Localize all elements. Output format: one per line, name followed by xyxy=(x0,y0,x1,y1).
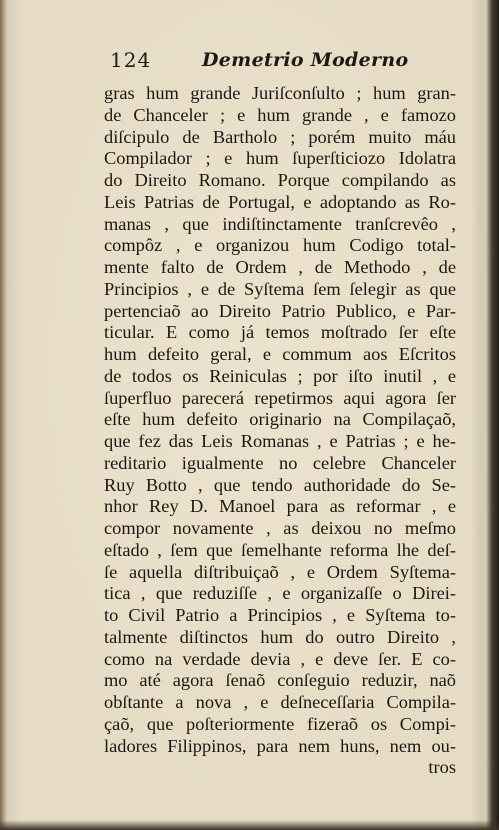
page-gutter-shadow xyxy=(0,0,7,830)
text-line: manas , que indiſtinctamente tranſcrevêo , xyxy=(104,213,456,234)
text-line: do Direito Romano. Porque compilando as xyxy=(104,170,456,190)
text-line: Principios , e de Syſtema ſem ſelegir as que xyxy=(104,278,456,299)
text-line: de todos os Reiniculas ; por iſto inutil , e xyxy=(104,365,456,386)
text-line: çaõ, que poſteriormente fizeraõ os Compi- xyxy=(104,713,456,734)
text-line: compor novamente , as deixou no meſmo xyxy=(104,518,456,538)
running-title: Demetrio Moderno xyxy=(202,49,409,71)
text-line: mente falto de Ordem , de Methodo , de xyxy=(104,257,456,277)
text-line: nhor Rey D. Manoel para as reformar , e xyxy=(104,496,456,517)
page-number: 124 xyxy=(110,48,152,72)
text-line: ſuperfluo parecerá repetirmos aqui agora ſer xyxy=(104,387,456,408)
page-header xyxy=(110,48,460,76)
text-line: obſtante a nova , e deſneceſſaria Compila- xyxy=(104,692,456,712)
text-line: de Chanceler ; e hum grande , e famozo xyxy=(104,104,456,125)
text-line: eſte hum defeito originario na Compilaçaõ, xyxy=(104,409,456,430)
body-text xyxy=(104,83,456,779)
catchword: tros xyxy=(428,757,456,778)
text-line: pertenciaõ ao Direito Patrio Publico, e Par- xyxy=(104,300,456,321)
text-line: to Civil Patrio a Principios , e Syſtema to- xyxy=(104,605,456,625)
text-line: talmente diſtinctos hum do outro Direito , xyxy=(104,626,456,647)
text-line: tica , que reduziſſe , e organizaſſe o Direi- xyxy=(104,583,456,604)
page-bottom-shadow xyxy=(0,820,499,830)
text-line: reditario igualmente no celebre Chanceler xyxy=(104,452,456,473)
text-line: gras hum grande Juriſconſulto ; hum gran- xyxy=(104,83,456,103)
text-line: mo até agora ſenaõ conſeguio reduzir, naõ xyxy=(104,670,456,691)
text-line: como na verdade devia , e deve ſer. E co- xyxy=(104,648,456,669)
text-line: Leis Patrias de Portugal, e adoptando as Ro- xyxy=(104,191,456,212)
text-line: compôz , e organizou hum Codigo total- xyxy=(104,235,456,256)
text-line: Ruy Botto , que tendo authoridade do Se- xyxy=(104,474,456,495)
text-line: ladores Filippinos, para nem huns, nem ou- xyxy=(104,735,456,756)
text-line: diſcipulo de Bartholo ; porém muito máu xyxy=(104,126,456,147)
text-line: que fez das Leis Romanas , e Patrias ; e he- xyxy=(104,431,456,451)
page-fore-edge-shadow xyxy=(486,0,499,830)
text-line: ſe aquella diſtribuiçaõ , e Ordem Syſtema- xyxy=(104,561,456,582)
text-line: ticular. E como já temos moſtrado ſer eſte xyxy=(104,322,456,343)
text-line: eſtado , ſem que ſemelhante reforma lhe deſ- xyxy=(104,539,456,560)
text-line: hum defeito geral, e commum aos Eſcritos xyxy=(104,344,456,364)
text-line: Compilador ; e hum ſuperſticiozo Idolatra xyxy=(104,148,456,169)
